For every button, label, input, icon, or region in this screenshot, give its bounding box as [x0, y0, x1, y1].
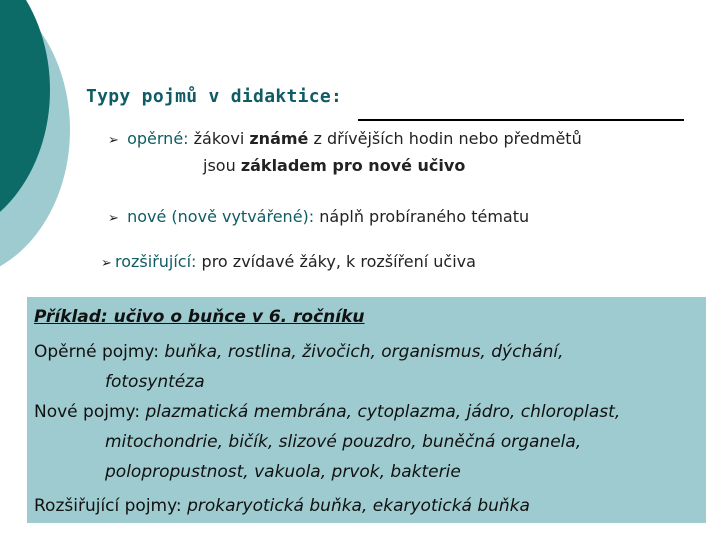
bullet-term: opěrné: [127, 129, 189, 148]
arrow-bullet-icon: ➢ [101, 256, 112, 271]
bullet-new-concepts [108, 204, 529, 231]
arrow-bullet-icon: ➢ [108, 133, 119, 148]
example-items: fotosyntéza [105, 372, 205, 392]
arrow-bullet-icon: ➢ [108, 211, 119, 226]
bullet-text: žákovi [193, 129, 245, 148]
bullet-text: náplň probíraného tématu [319, 207, 530, 226]
example-items: polopropustnost, vakuola, prvok, bakterie [105, 462, 461, 482]
example-label: Rozšiřující pojmy: [34, 496, 182, 516]
slide-title: Typy pojmů v didaktice: [86, 86, 343, 107]
example-basic-concepts [34, 337, 564, 367]
bullet-emphasis: známé [249, 129, 309, 148]
example-items: buňka, rostlina, živočich, organismus, dýchání, [164, 342, 564, 362]
bullet-text: pro zvídavé žáky, k rozšíření učiva [201, 252, 476, 271]
bullet-term: rozšiřující: [115, 252, 197, 271]
example-heading: Příklad: učivo o buňce v 6. ročníku [34, 307, 365, 327]
title-underline [358, 119, 684, 121]
example-extending-concepts [34, 491, 530, 521]
example-box [27, 297, 706, 523]
example-items: mitochondrie, bičík, slizové pouzdro, buněčná organela, [105, 432, 582, 452]
example-items: plazmatická membrána, cytoplazma, jádro, chloroplast, [145, 402, 621, 422]
example-label: Opěrné pojmy: [34, 342, 159, 362]
bullet-text: z dřívějších hodin nebo předmětů [313, 129, 582, 148]
example-items: prokaryotická buňka, ekaryotická buňka [187, 496, 530, 516]
bullet-term: nové (nově vytvářené): [127, 207, 315, 226]
example-new-concepts [34, 397, 620, 427]
bullet-emphasis: základem pro nové učivo [240, 156, 466, 175]
bullet-text: jsou [203, 156, 236, 175]
bullet-supporting-concepts [108, 126, 582, 178]
bullet-extending-concepts [101, 249, 476, 276]
example-label: Nové pojmy: [34, 402, 141, 422]
